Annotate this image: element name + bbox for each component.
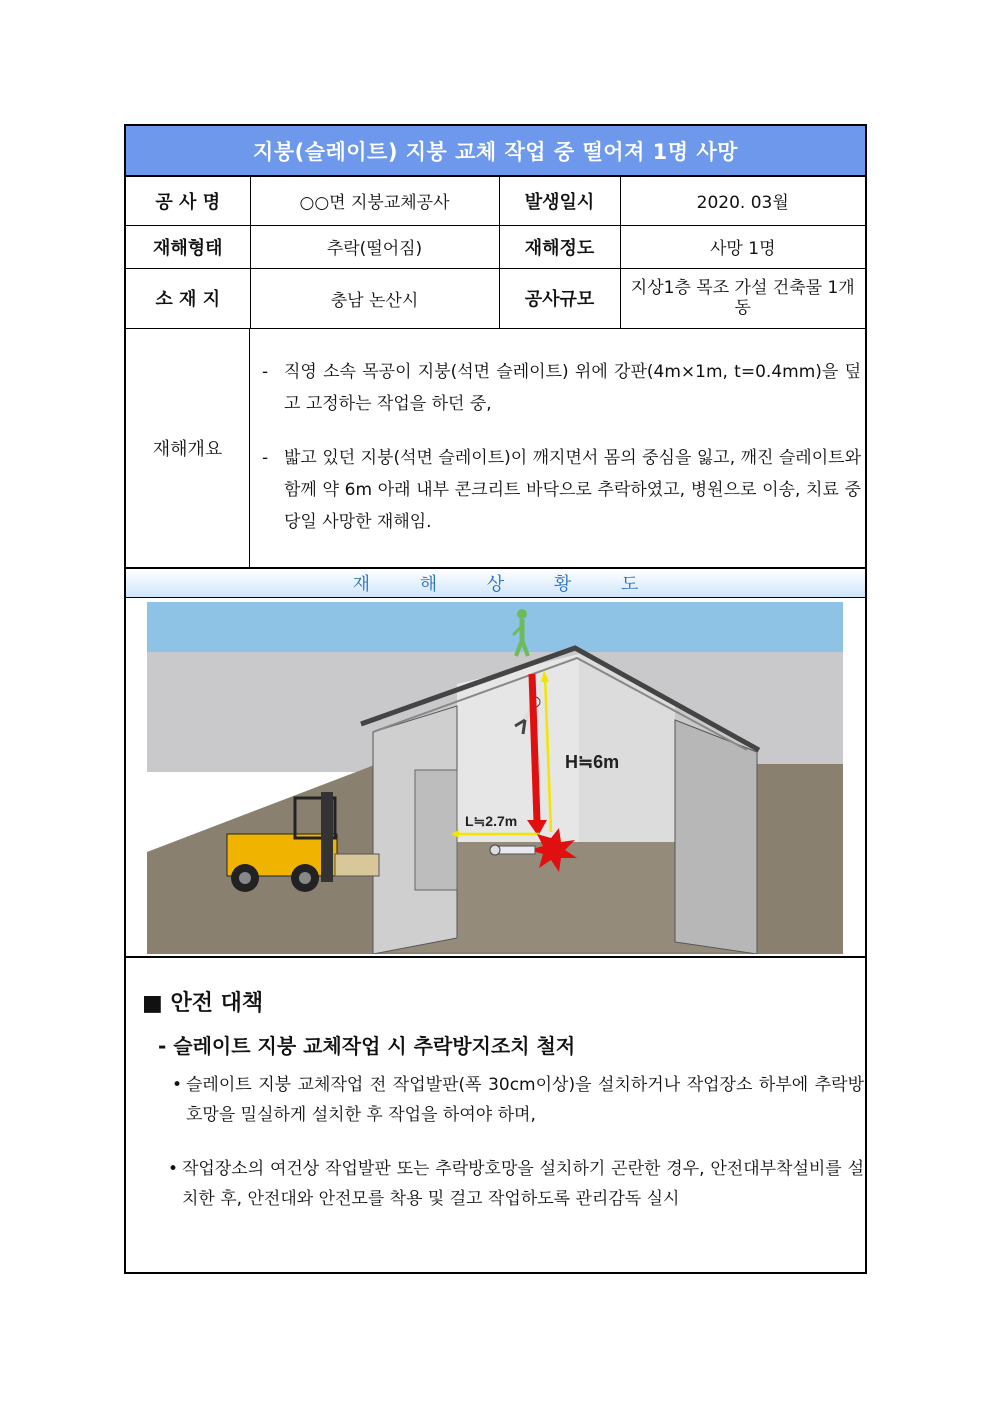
bullet-dash: - xyxy=(262,448,269,468)
bullet-dash: - xyxy=(262,362,269,382)
accident-summary xyxy=(126,328,865,569)
value-occurrence-date: 2020. 03월 xyxy=(620,177,865,225)
summary-bullet xyxy=(262,356,861,420)
accident-report-sheet xyxy=(124,124,867,1274)
sky xyxy=(147,602,843,652)
diagram-heading: 재 해 상 황 도 xyxy=(352,574,661,595)
summary-bullet xyxy=(262,442,861,538)
info-row xyxy=(126,225,865,268)
doorway xyxy=(415,770,457,890)
summary-text: 직영 소속 목공이 지붕(석면 슬레이트) 위에 강판(4m×1m, t=0.4mm)을 덮고 고정하는 작업을 하던 중, xyxy=(284,362,861,414)
accident-diagram xyxy=(126,598,865,958)
diagram-heading-bar xyxy=(126,569,865,598)
summary-body xyxy=(250,328,865,567)
fall-arrow xyxy=(532,674,537,822)
summary-text: 밟고 있던 지붕(석면 슬레이트)이 깨지면서 몸의 중심을 잃고, 깨진 슬레이트와 함께 약 6m 아래 내부 콘크리트 바닥으로 추락하였고, 병원으로 이송, 치료 중 당일 사망한 재해임. xyxy=(284,448,861,532)
fallen-worker xyxy=(490,845,535,855)
item-bullet: • xyxy=(168,1159,179,1179)
report-title: 지붕(슬레이트) 지붕 교체 작업 중 떨어져 1명 사망 xyxy=(253,139,738,164)
info-row xyxy=(126,177,865,225)
length-label: L≒2.7m xyxy=(465,813,518,829)
value-project-name: ○○면 지붕교체공사 xyxy=(250,177,499,225)
value-accident-severity: 사망 1명 xyxy=(620,225,865,268)
report-title-bar xyxy=(126,126,865,177)
summary-label: 재해개요 xyxy=(126,328,250,567)
measure-text: 작업장소의 여건상 작업발판 또는 추락방호망을 설치하기 곤란한 경우, 안전대부착설비를 설치한 후, 안전대와 안전모를 착용 및 걸고 작업하도록 관리감독 실시 xyxy=(182,1159,864,1209)
value-accident-type: 추락(떨어짐) xyxy=(250,225,499,268)
measures-subheading: - 슬레이트 지붕 교체작업 시 추락방지조치 철저 xyxy=(158,1034,576,1058)
accident-illustration xyxy=(147,602,843,954)
measure-item xyxy=(168,1154,864,1214)
info-table xyxy=(126,177,865,329)
info-row xyxy=(126,268,865,328)
building-right-wall xyxy=(675,720,757,954)
item-bullet: • xyxy=(172,1075,183,1095)
value-project-scale: 지상1층 목조 가설 건축물 1개동 xyxy=(620,268,865,328)
label-project-scale: 공사규모 xyxy=(499,268,620,328)
measures-heading: ■ 안전 대책 xyxy=(142,991,264,1016)
height-label: H≒6m xyxy=(565,752,620,772)
label-accident-severity: 재해정도 xyxy=(499,225,620,268)
label-accident-type: 재해형태 xyxy=(126,225,250,268)
measure-item xyxy=(172,1070,864,1130)
label-occurrence-date: 발생일시 xyxy=(499,177,620,225)
safety-measures xyxy=(126,958,865,1274)
label-location: 소 재 지 xyxy=(126,268,250,328)
measure-text: 슬레이트 지붕 교체작업 전 작업발판(폭 30cm이상)을 설치하거나 작업장소 하부에 추락방호망을 밀실하게 설치한 후 작업을 하여야 하며, xyxy=(186,1075,864,1125)
label-project-name: 공 사 명 xyxy=(126,177,250,225)
value-location: 충남 논산시 xyxy=(250,268,499,328)
